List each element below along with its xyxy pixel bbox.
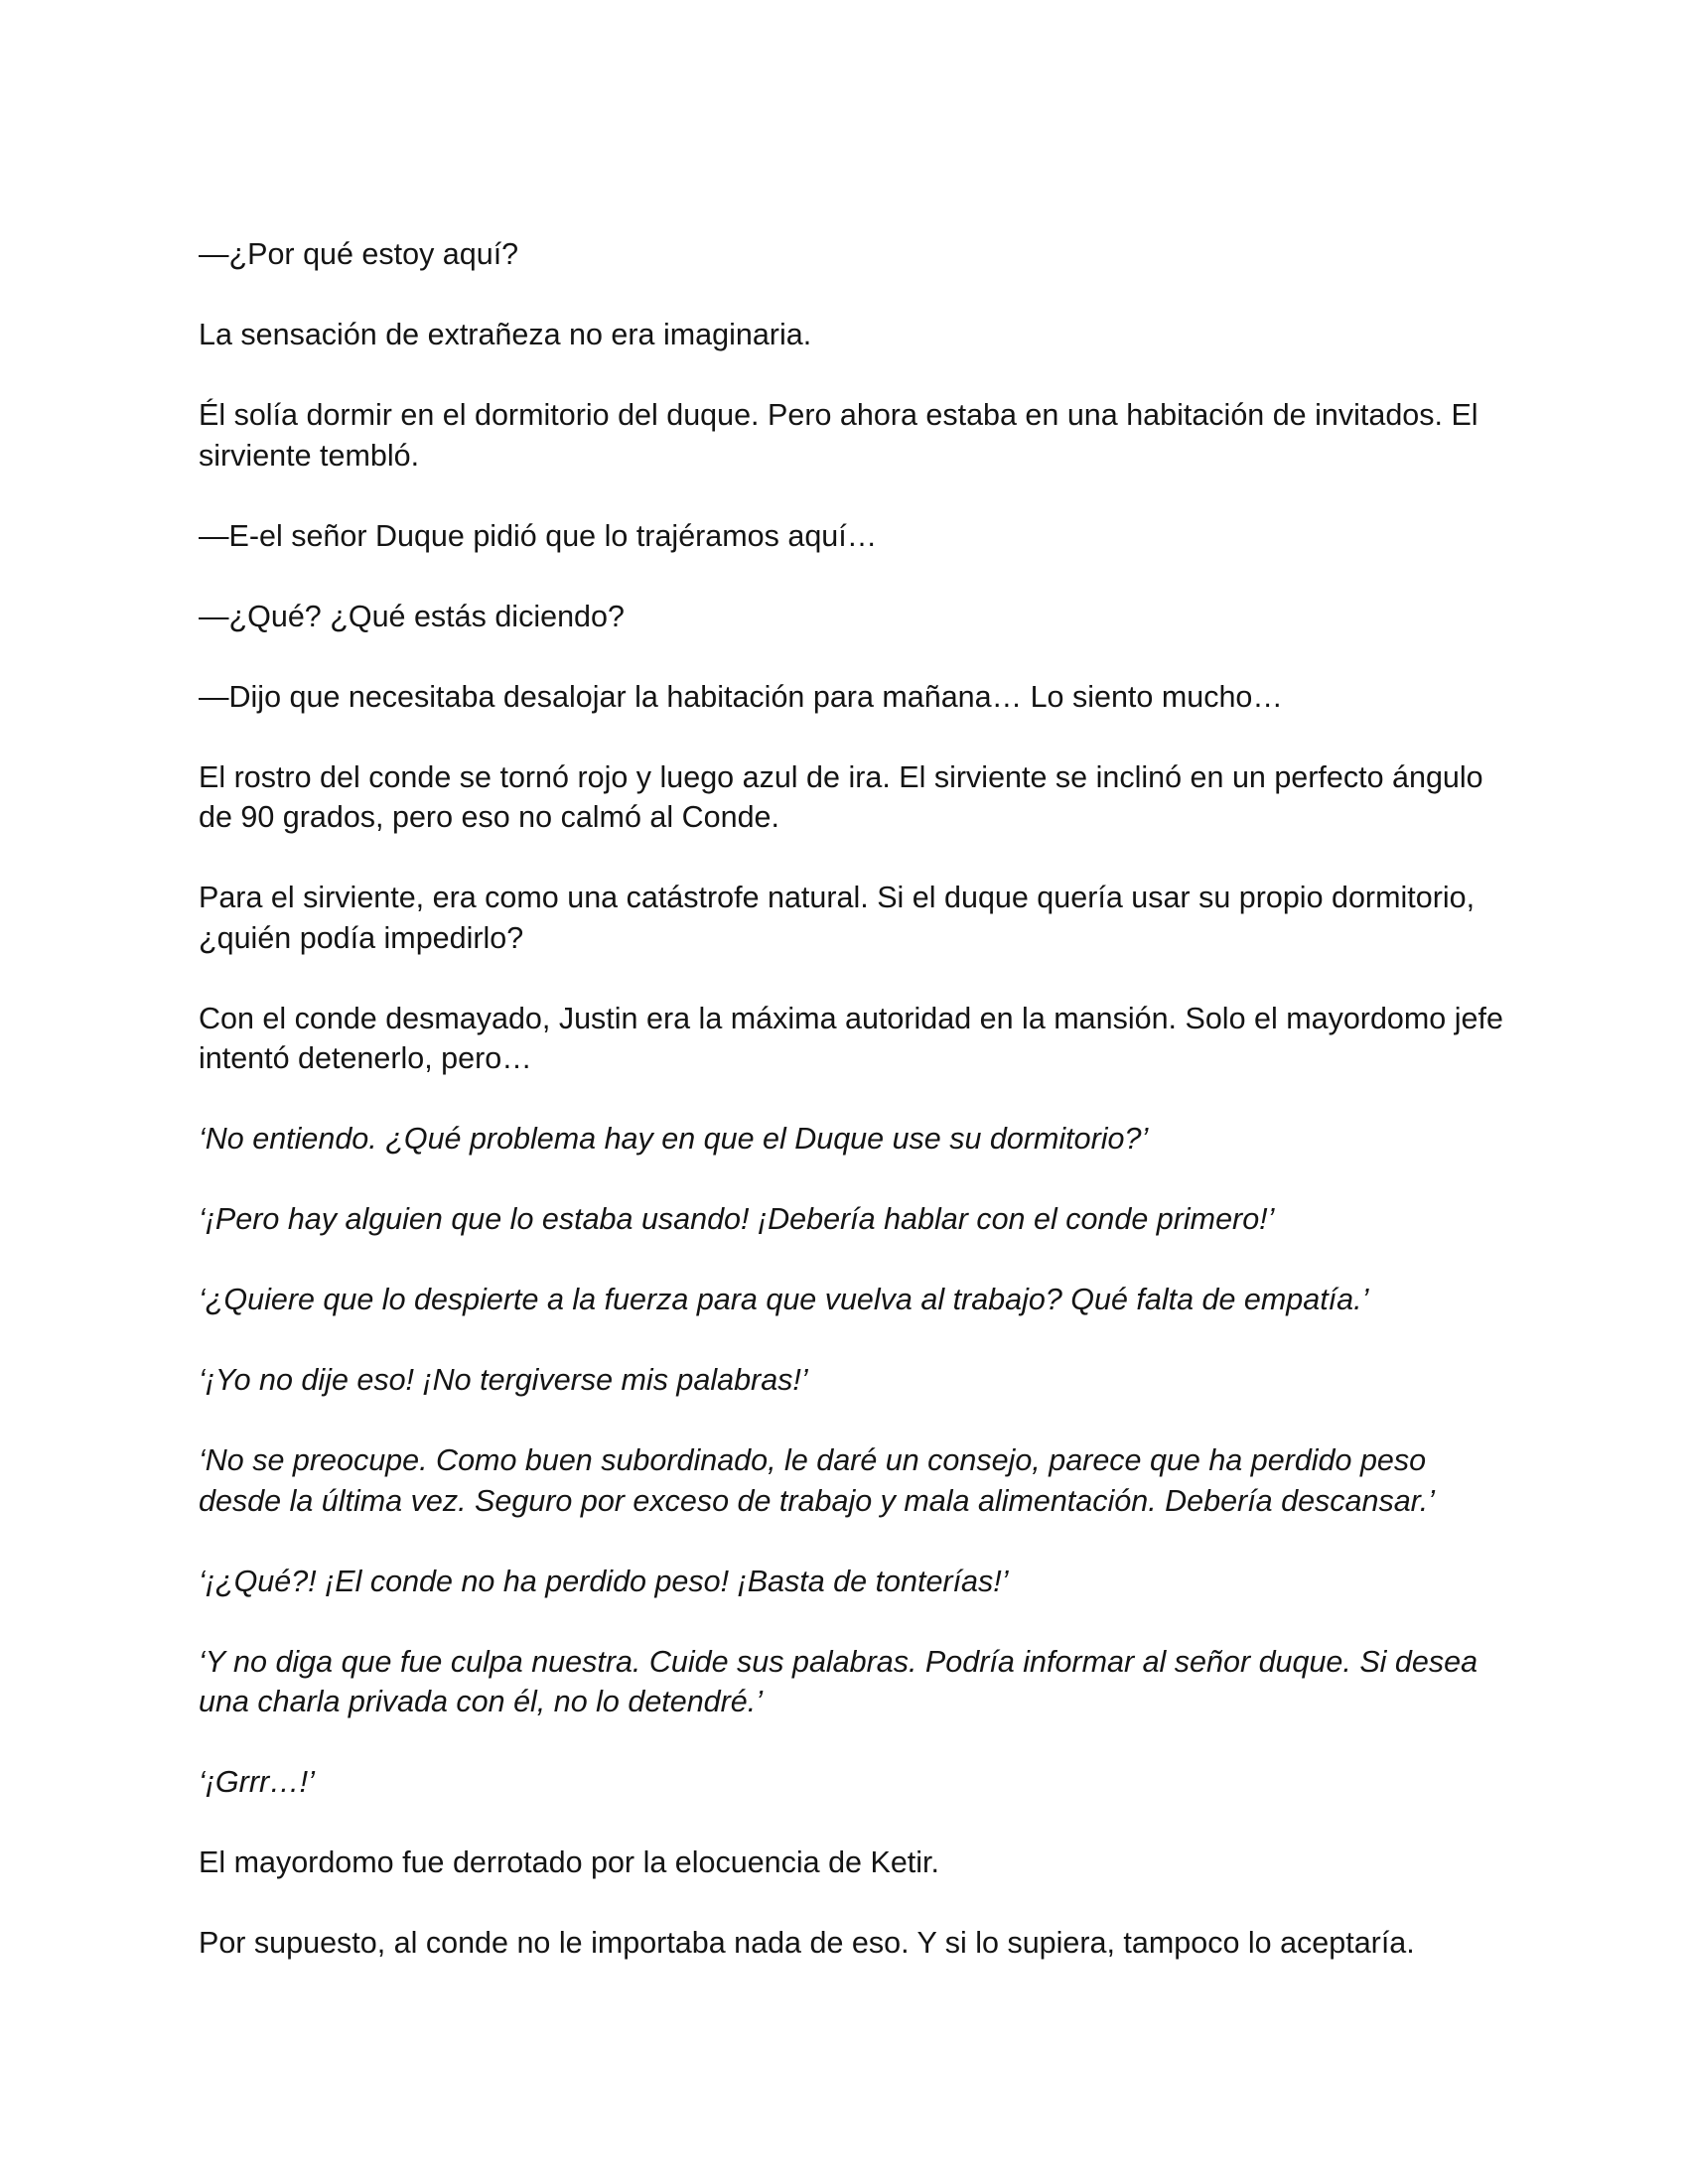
dialogue-paragraph: ‘¡Pero hay alguien que lo estaba usando! ¡Debería hablar con el conde primero!’ [199, 1202, 1275, 1236]
paragraph: El mayordomo fue derrotado por la elocuencia de Ketir. [199, 1845, 939, 1879]
paragraph: —Dijo que necesitaba desalojar la habitación para mañana… Lo siento mucho… [199, 679, 1283, 714]
paragraph: Por supuesto, al conde no le importaba nada de eso. Y si lo supiera, tampoco lo aceptaría. [199, 1926, 1415, 1960]
paragraph: El rostro del conde se tornó rojo y luego azul de ira. El sirviente se inclinó en un perfecto ángulo de 90 grados, pero eso no calmó al Conde. [199, 759, 1483, 834]
document-page [199, 234, 1509, 2003]
paragraph: —¿Por qué estoy aquí? [199, 237, 519, 271]
paragraph: Para el sirviente, era como una catástrofe natural. Si el duque quería usar su propio dormitorio, ¿quién podía impedirlo? [199, 881, 1476, 955]
dialogue-paragraph: ‘¡Yo no dije eso! ¡No tergiverse mis palabras!’ [199, 1363, 808, 1397]
dialogue-paragraph: ‘No se preocupe. Como buen subordinado, le daré un consejo, parece que ha perdido peso desde la última vez. Seguro por exceso de trabajo y mala alimentación. Debería descansar.’ [199, 1443, 1435, 1518]
dialogue-paragraph: ‘¿Quiere que lo despierte a la fuerza para que vuelva al trabajo? Qué falta de empatía.’ [199, 1283, 1369, 1316]
paragraph: —¿Qué? ¿Qué estás diciendo? [199, 599, 625, 633]
paragraph: Con el conde desmayado, Justin era la máxima autoridad en la mansión. Solo el mayordomo jefe intentó detenerlo, pero… [199, 1001, 1503, 1075]
dialogue-paragraph: ‘¡Grrr…!’ [199, 1765, 315, 1799]
dialogue-paragraph: ‘¡¿Qué?! ¡El conde no ha perdido peso! ¡Basta de tonterías!’ [199, 1564, 1009, 1598]
paragraph: La sensación de extrañeza no era imaginaria. [199, 318, 812, 351]
dialogue-paragraph: ‘No entiendo. ¿Qué problema hay en que el Duque use su dormitorio?’ [199, 1122, 1149, 1156]
dialogue-paragraph: ‘Y no diga que fue culpa nuestra. Cuide sus palabras. Podría informar al señor duque. Si desea una charla privada con él, no lo detendré.’ [199, 1644, 1478, 1718]
paragraph: —E-el señor Duque pidió que lo trajéramos aquí… [199, 518, 878, 553]
paragraph: Él solía dormir en el dormitorio del duque. Pero ahora estaba en una habitación de invitados. El sirviente tembló. [199, 398, 1478, 473]
